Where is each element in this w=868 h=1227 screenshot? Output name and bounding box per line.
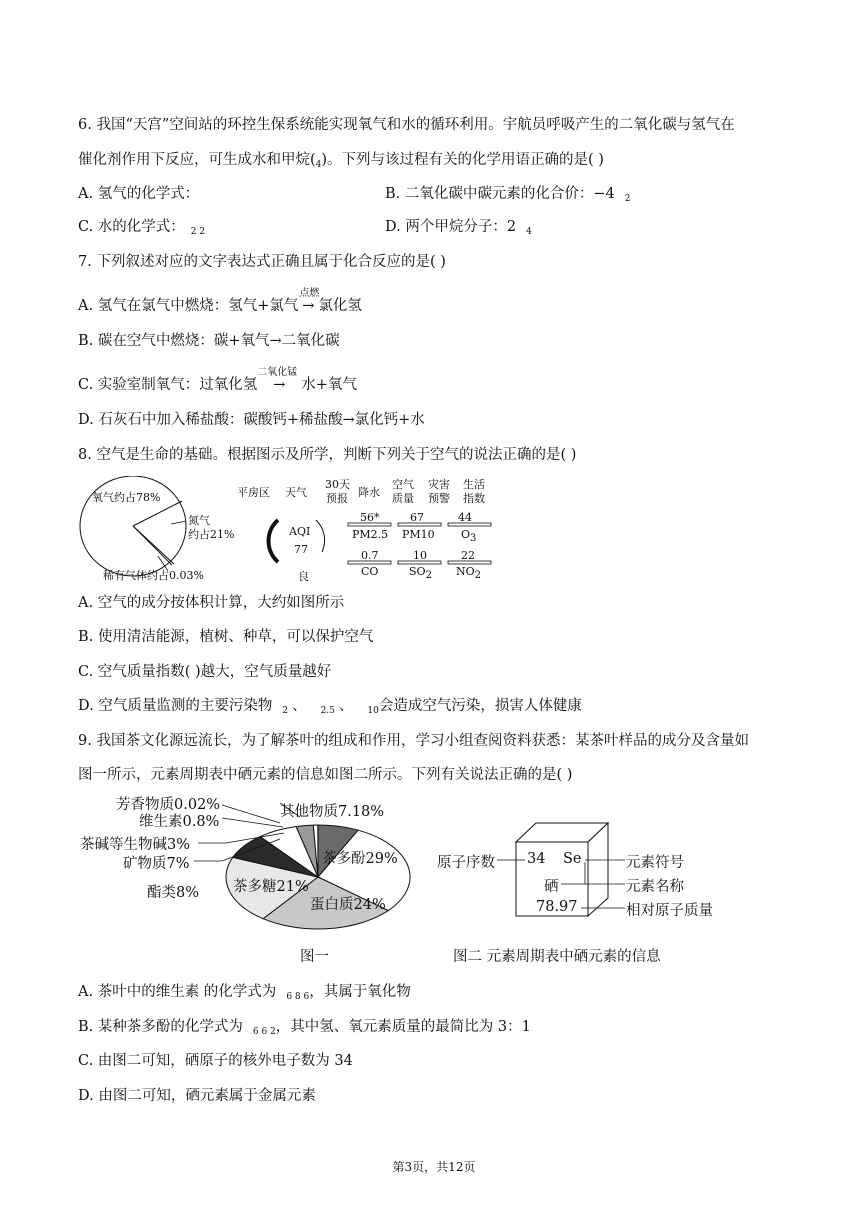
aqi-gauge-icon [264,512,334,572]
q9-option-b: B. 某种茶多酚的化学式为 $_{6 6 2}$，其中氢、氧元素质量的最简比为 3：1 [78,1019,531,1037]
reaction-condition: 点燃 [299,288,320,299]
pollutant-value: 67 [410,511,424,524]
element-mass: 78.97 [536,899,578,915]
aqi-level: 良 [298,570,309,583]
q7-option-b: B. 碳在空气中燃烧：碳+氧气→二氧化碳 [78,333,340,349]
pie-label-nitrogen: 氮气 [188,514,210,527]
q6-stem-line1: 6. 我国“天宫”空间站的环控生保系统能实现氧气和水的循环利用。宇航员呼吸产生的二氧化碳与氢气在 [78,117,735,133]
element-leader-lines [495,850,630,915]
pie-leader-lines [180,795,310,895]
pollutant-value: 0.7 [361,549,379,562]
slice-label-protein: 蛋白质24% [310,897,386,913]
element-name: 硒 [544,879,559,895]
pollutant-value: 56* [360,511,380,524]
catalyst-condition: 二氧化锰 [257,367,298,378]
slice-label-mineral: 矿物质7% [123,856,190,872]
tab-weather: 天气 [285,486,307,499]
tab-district: 平房区 [237,486,270,499]
tab-disaster-1: 灾害 [428,478,450,491]
pollutant-name: SO2 [409,565,432,581]
q9-stem-line1: 9. 我国茶文化源远流长，为了解茶叶的组成和作用，学习小组查阅资料获悉：某茶叶样品的成分及含量如 [78,733,749,749]
q9-option-d: D. 由图二可知，硒元素属于金属元素 [78,1088,316,1104]
q6-stem-line2: 催化剂作用下反应，可生成水和甲烷$(_4)$。下列与该过程有关的化学用语正确的是( ) [78,152,604,170]
q7-option-a: A. 氢气在氯气中燃烧：氢气+氯气 点燃 → 氯化氢 [78,294,362,315]
q8-option-c: C. 空气质量指数( )越大，空气质量越好 [78,664,332,680]
fig1-caption: 图一 [300,949,329,965]
q8-stem: 8. 空气是生命的基础。根据图示及所学，判断下列关于空气的说法正确的是( ) [78,447,577,463]
tab-forecast-1: 30天 [325,478,350,491]
q6-option-d: D. 两个甲烷分子：2 $_4$ [385,219,532,237]
q9-option-c: C. 由图二可知，硒原子的核外电子数为 34 [78,1053,353,1069]
q6-option-b: B. 二氧化碳中碳元素的化合价：−4 $_2$ [385,186,631,204]
pollutant-value: 10 [413,549,427,562]
tab-air-2: 质量 [392,492,414,505]
element-symbol: Se [563,851,582,867]
slice-label-vitamin: 维生素0.8% [139,814,220,830]
q9-stem-line2: 图一所示，元素周期表中硒元素的信息如图二所示。下列有关说法正确的是( ) [78,767,573,783]
q8-option-a: A. 空气的成分按体积计算，大约如图所示 [78,595,345,611]
label-element-symbol: 元素符号 [626,855,684,871]
tab-precip: 降水 [358,486,380,499]
q7-option-c: C. 实验室制氧气：过氧化氢 二氧化锰 → 水+氧气 [78,373,357,394]
label-element-name: 元素名称 [626,879,684,895]
aqi-title: AQI [289,525,311,538]
label-atomic-mass: 相对原子质量 [626,903,713,919]
pie-label-oxygen: 氧气约占78% [92,491,161,504]
pollutant-name: O3 [461,528,477,544]
page-footer: 第3页，共12页 [392,1160,476,1174]
q7-stem: 7. 下列叙述对应的文字表达式正确且属于化合反应的是( ) [78,254,446,270]
tab-air-1: 空气 [392,478,414,491]
pollutant-value: 44 [458,511,472,524]
q7-option-d: D. 石灰石中加入稀盐酸：碳酸钙+稀盐酸→氯化钙+水 [78,412,425,428]
label-atomic-number: 原子序数 [437,855,495,871]
pollutant-value: 22 [461,549,475,562]
q6-option-a: A. 氢气的化学式： [78,186,200,202]
q6-option-c: C. 水的化学式： $_{2 2}$ [78,219,206,237]
pollutant-name: PM2.5 [352,528,389,541]
pollutant-name: CO [361,565,379,578]
tab-life-1: 生活 [463,478,485,491]
tab-life-2: 指数 [463,492,485,505]
slice-label-other: 其他物质7.18% [280,804,385,820]
slice-label-tea-polyphenol: 茶多酚29% [322,851,398,867]
aqi-value: 77 [294,543,308,556]
slice-label-alkaloid: 茶碱等生物碱3% [80,837,191,853]
element-number: 34 [527,851,546,867]
pollutant-bars [345,520,495,570]
q8-option-b: B. 使用清洁能源，植树、种草，可以保护空气 [78,629,374,645]
slice-label-ester: 酯类8% [147,885,200,901]
pie-label-nitrogen-pct: 约占21% [188,528,235,541]
pollutant-name: PM10 [402,528,435,541]
q8-option-d: D. 空气质量监测的主要污染物 $_2$ 、 $_{2.5}$ 、 $_{10}$会造成空气污染，损害人体健康 [78,698,582,716]
pollutant-name: NO2 [456,565,482,581]
pie-label-rare-gas: 稀有气体约占0.03% [103,569,204,582]
fig2-caption: 图二 元素周期表中硒元素的信息 [453,949,661,965]
q9-option-a: A. 茶叶中的维生素 的化学式为 $_{6 8 6}$，其属于氧化物 [78,984,411,1002]
slice-label-aroma: 芳香物质0.02% [116,797,221,813]
slice-label-polysaccharide: 茶多糖21% [233,879,309,895]
tab-disaster-2: 预警 [428,492,450,505]
tab-forecast-2: 预报 [326,492,348,505]
